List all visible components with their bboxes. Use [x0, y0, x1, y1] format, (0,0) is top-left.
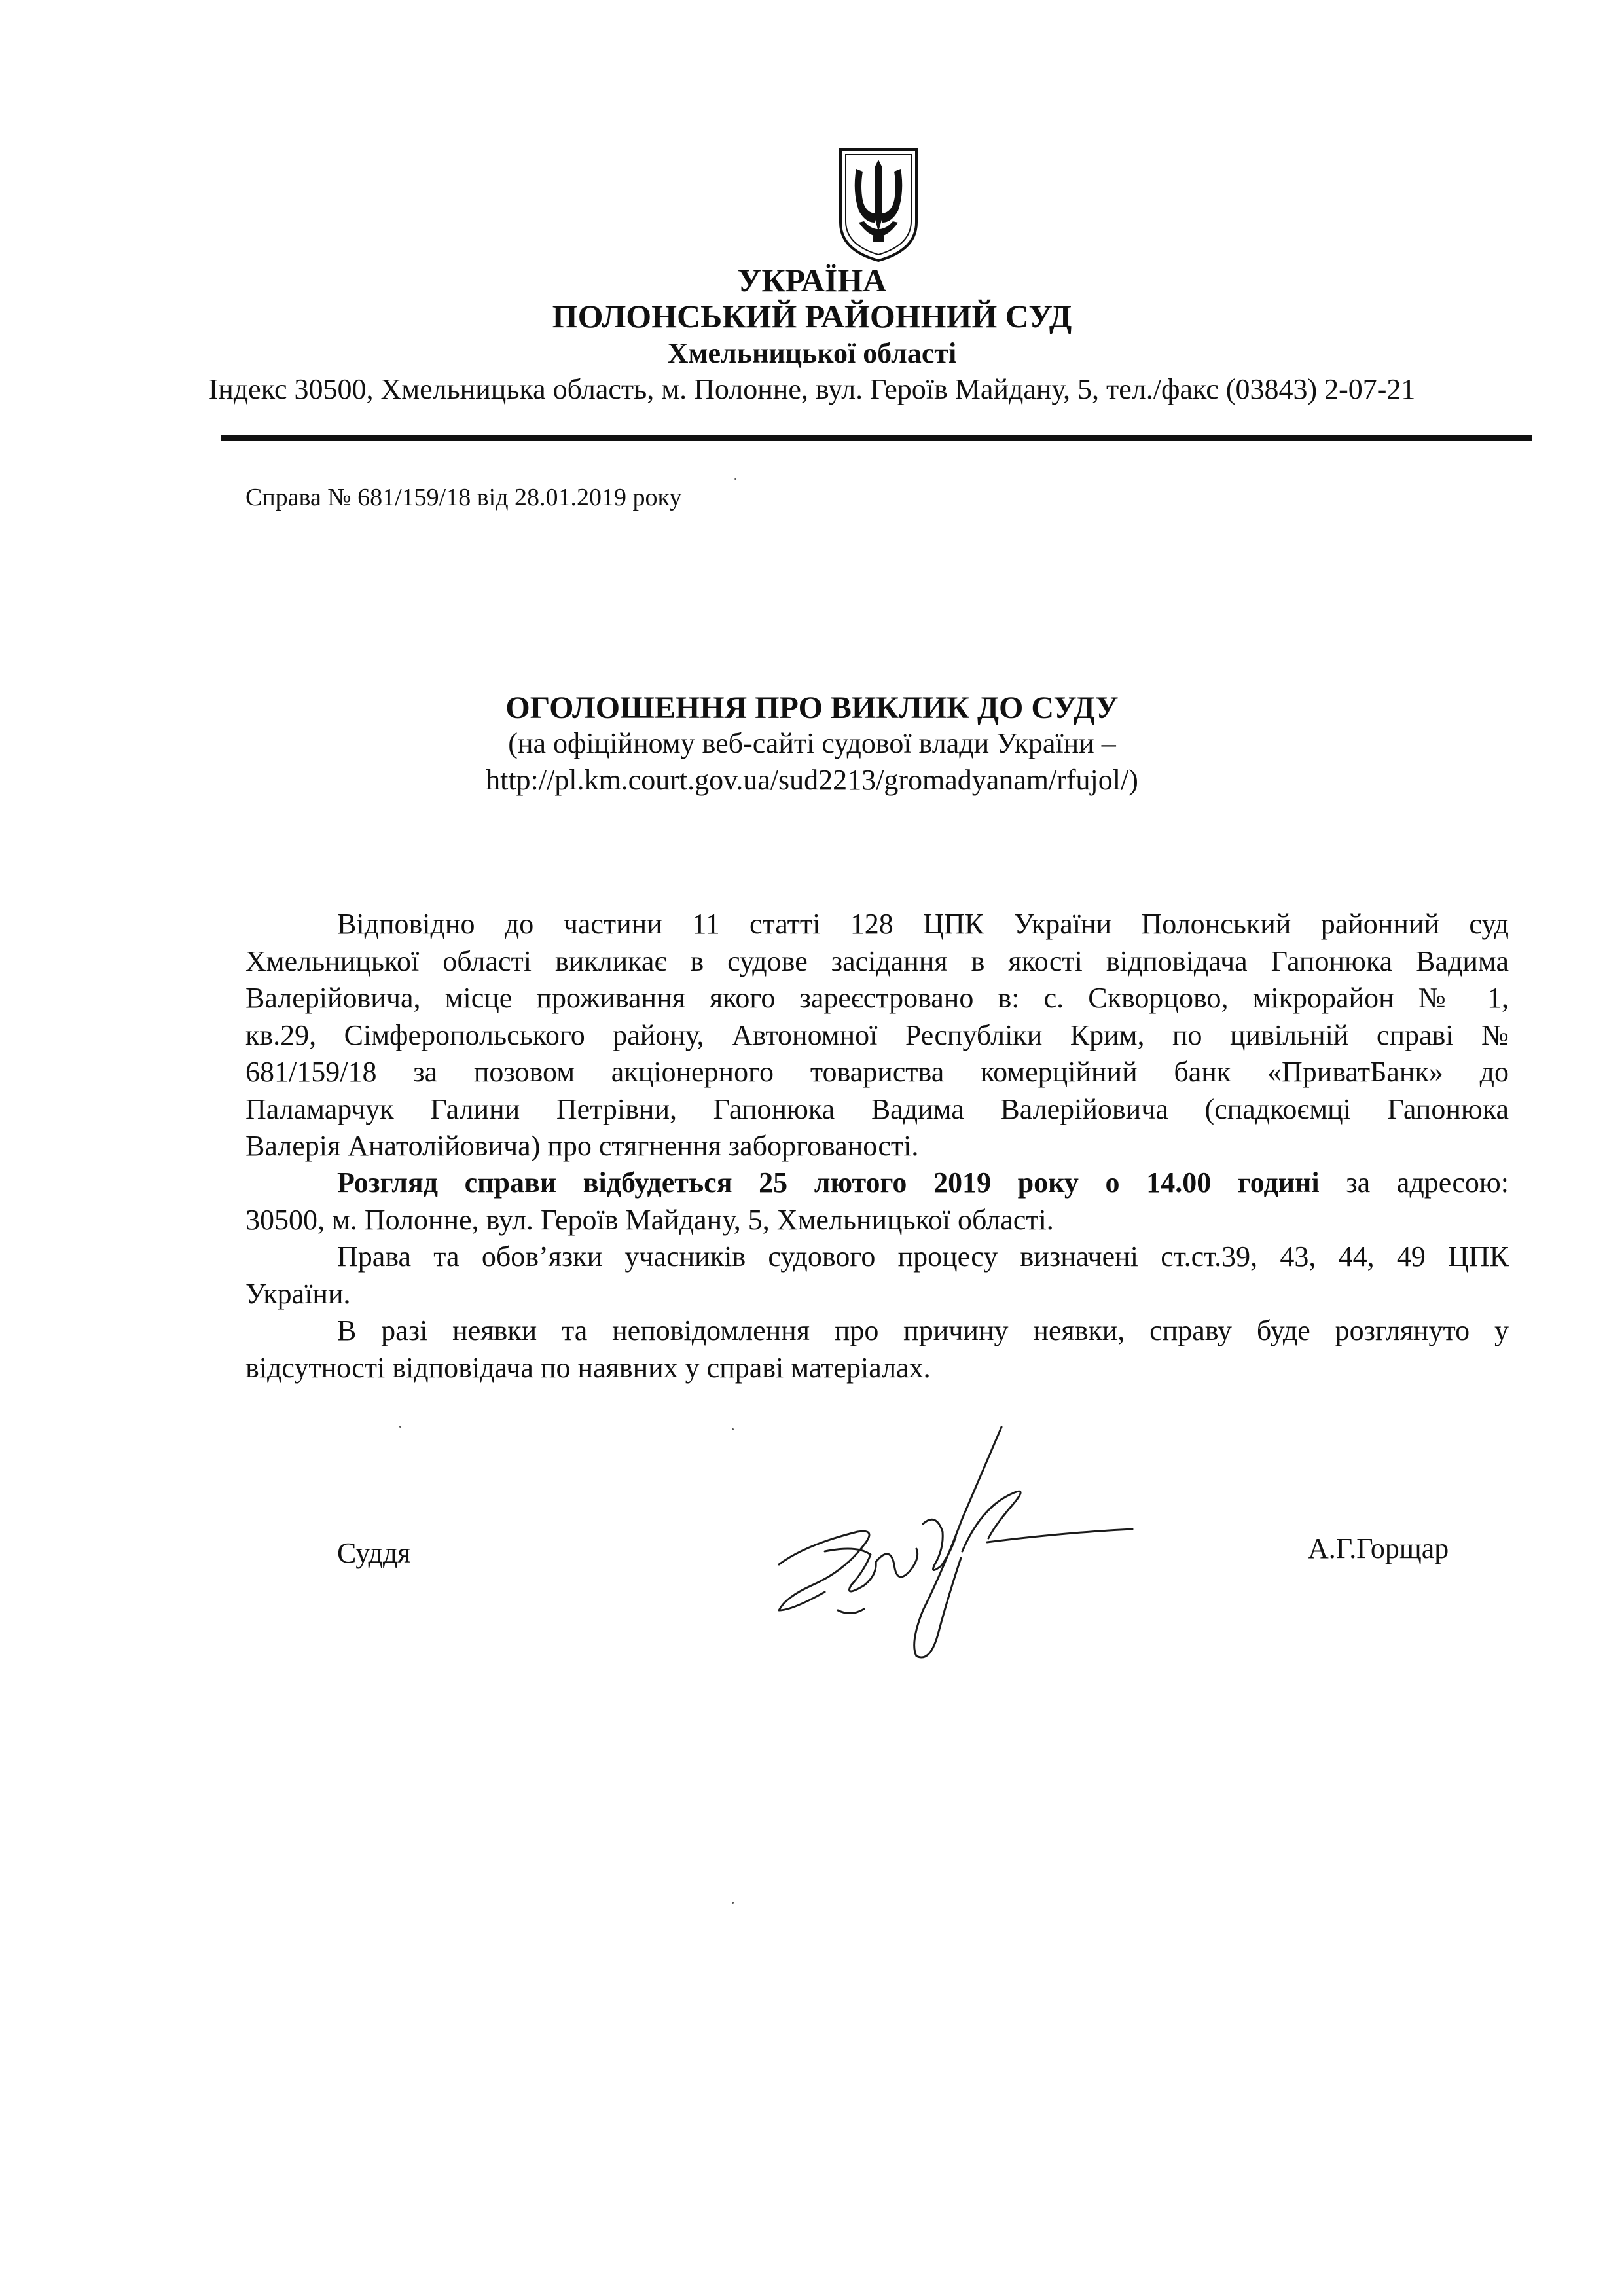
paragraph-line: В разі неявки та неповідомлення про причину неявки, справу буде розглянуто у: [337, 1314, 1509, 1346]
paragraph-line: Паламарчук Галини Петрівни, Гапонюка Вадима Валерійовича (спадкоємці Гапонюка: [245, 1093, 1509, 1125]
scan-speck: [734, 478, 736, 480]
summons-paragraph: [245, 906, 1509, 1165]
paragraph-line: Валерійовича, місце проживання якого зареєстровано в: с. Скворцово, мікрорайон № 1,: [245, 982, 1509, 1014]
court-address: Індекс 30500, Хмельницька область, м. Полонне, вул. Героїв Майдану, 5, тел./факс (03843) 2-07-21: [208, 373, 1416, 405]
handwritten-signature-icon: [766, 1414, 1139, 1663]
paragraph-line: 681/159/18 за позовом акціонерного товариства комерційний банк «ПриватБанк» до: [245, 1056, 1509, 1088]
hearing-date: Розгляд справи відбудеться 25 лютого 2019 року о 14.00 годині: [337, 1166, 1320, 1199]
paragraph-line: відсутності відповідача по наявних у справі матеріалах.: [245, 1351, 931, 1384]
paragraph-line: Валерія Анатолійовича) про стягнення заборгованості.: [245, 1130, 919, 1162]
court-name-heading: ПОЛОНСЬКИЙ РАЙОННИЙ СУД: [552, 298, 1072, 334]
scan-speck: [732, 1428, 734, 1430]
notice-subtitle-line1: (на офіційному веб-сайті судової влади України –: [508, 727, 1116, 759]
hearing-date-paragraph: [245, 1165, 1509, 1238]
hearing-address: 30500, м. Полонне, вул. Героїв Майдану, 5, Хмельницької області.: [245, 1203, 1054, 1236]
paragraph-line: Відповідно до частини 11 статті 128 ЦПК України Полонський районний суд: [337, 908, 1509, 940]
notice-title: ОГОЛОШЕННЯ ПРО ВИКЛИК ДО СУДУ: [505, 691, 1119, 725]
absence-paragraph: [245, 1312, 1509, 1386]
judge-label: Суддя: [337, 1537, 411, 1569]
paragraph-line: України.: [245, 1277, 351, 1310]
region-heading: Хмельницької області: [667, 337, 957, 369]
country-heading: УКРАЇНА: [737, 262, 887, 298]
paragraph-line: кв.29, Сімферопольського району, Автономної Республіки Крим, по цивільній справі №: [245, 1019, 1509, 1051]
ukraine-trident-emblem-icon: [837, 145, 920, 263]
paragraph-line: Права та обов’язки учасників судового процесу визначені ст.ст.39, 43, 44, 49 ЦПК: [337, 1240, 1509, 1273]
paragraph-line: Хмельницької області викликає в судове засідання в якості відповідача Гапонюка Вадима: [245, 945, 1509, 977]
rights-paragraph: [245, 1238, 1509, 1312]
header-divider: [221, 435, 1532, 441]
case-reference: Справа № 681/159/18 від 28.01.2019 року: [245, 484, 682, 511]
paragraph-line: Розгляд справи відбудеться 25 лютого 2019 року о 14.00 годині за адресою:: [337, 1166, 1509, 1199]
scan-speck: [732, 1902, 734, 1904]
judge-name: А.Г.Горщар: [1308, 1532, 1449, 1564]
scan-speck: [399, 1426, 401, 1428]
notice-subtitle-url: http://pl.km.court.gov.ua/sud2213/gromadyanam/rfujol/): [486, 764, 1138, 796]
